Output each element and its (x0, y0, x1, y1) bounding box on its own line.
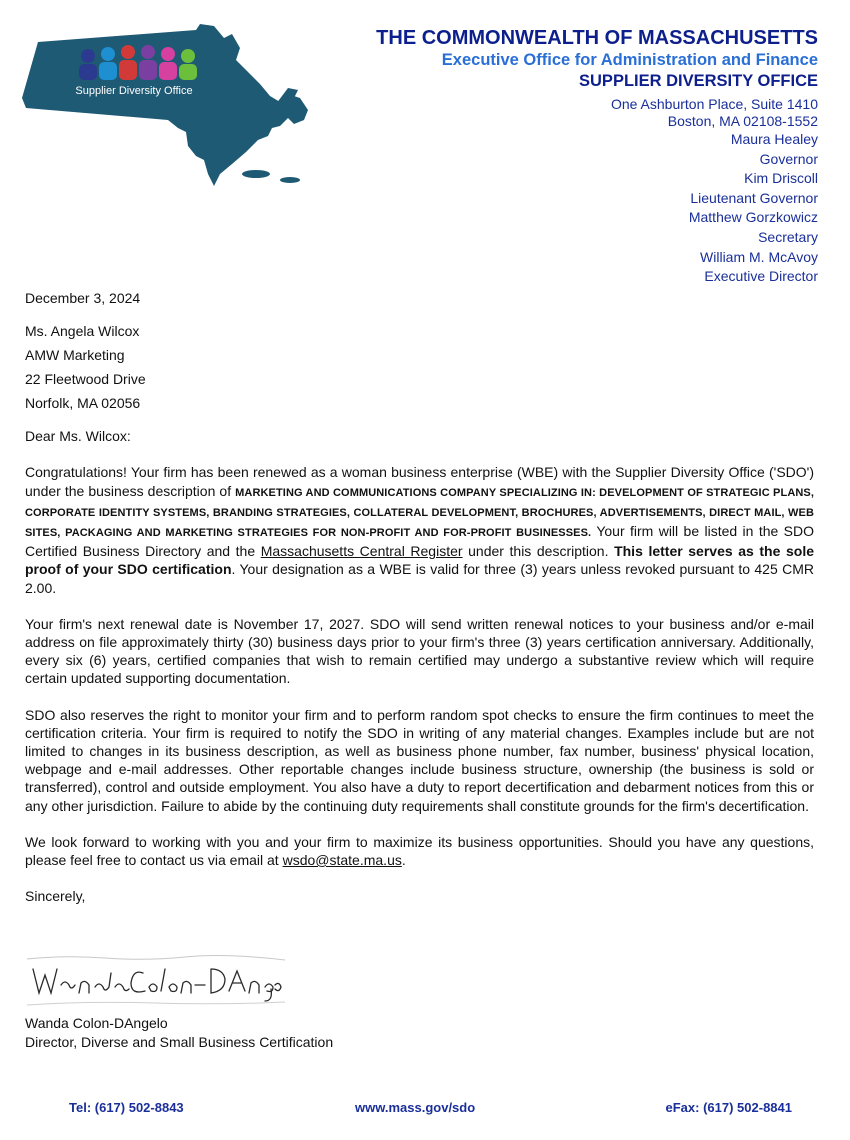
official-governor: Maura Healey Governor (730, 131, 818, 167)
letterhead (376, 26, 818, 287)
proof-statement: This letter serves as the sole proof of your SDO certification (25, 543, 814, 578)
sdo-logo (18, 24, 318, 186)
paragraph-renewal-date: Your firm's next renewal date is November 17, 2027. SDO will send written renewal notices to your business and/or e-mail address on file approximately thirty (30) business days prior to your firm's three (3) years certification anniversary. Additionally, every six (6) years, certified companies that wish to remain certified may undergo a substantive review which will require certain updated supporting documentation. (25, 615, 814, 687)
email-link[interactable]: wsdo@state.ma.us (282, 852, 402, 869)
signer-block (25, 1014, 333, 1052)
closing: Sincerely, (25, 888, 86, 905)
business-description: MARKETING AND COMMUNICATIONS COMPANY SPECIALIZING IN: DEVELOPMENT OF STRATEGIC PLANS, CORPORATE IDENTITY SYSTEMS, BRANDING STRATEGIES, COLLATERAL DEVELOPMENT, BROCHURES, ADVERTISEMENTS, DIRECT MAIL, WEB SITES, PACKAGING AND MARKETING STRATEGIES FOR NON-PROFIT AND FOR-PROFIT BUSINESSES. (25, 486, 814, 540)
office-address: One Ashburton Place, Suite 1410 Boston, MA 02108-1552 (610, 96, 818, 129)
footer-fax: eFax: (617) 502-8841 (665, 1100, 792, 1115)
handwritten-signature (25, 955, 287, 1007)
official-secretary: Matthew Gorzkowicz Secretary (688, 209, 818, 245)
letter-date: December 3, 2024 (25, 290, 141, 306)
signer-title: Director, Diverse and Small Business Certification (25, 1034, 334, 1050)
paragraph-renewal: Congratulations! Your firm has been renewed as a woman business enterprise (WBE) with the Supplier Diversity Office ('SDO') under the business description of MARKETING AND COMMUNICATIONS COMPANY SPECIALIZING IN: DEVELOPMENT OF STRATEGIC PLANS, CORPORATE IDENTITY SYSTEMS, BRANDING STRATEGIES, COLLATERAL DEVELOPMENT, BROCHURES, ADVERTISEMENTS, DIRECT MAIL, WEB SITES, PACKAGING AND MARKETING STRATEGIES FOR NON-PROFIT AND FOR-PROFIT BUSINESSES. Your firm will be listed in the SDO Certified Business Directory and the Massachusetts Central Register under this description. This letter serves as the sole proof of your SDO certification. Your designation as a WBE is valid for three (3) years unless revoked pursuant to 425 CMR 2.00. (25, 464, 814, 596)
official-executive-director: William M. McAvoy Executive Director (700, 248, 818, 285)
sdo-title: SUPPLIER DIVERSITY OFFICE (579, 72, 818, 90)
footer-website[interactable]: www.mass.gov/sdo (355, 1100, 476, 1115)
paragraph-monitoring: SDO also reserves the right to monitor your firm and to perform random spot checks to ensure the firm continues to meet the certification criteria. Your firm is required to notify the SDO in writing of any material changes. Examples include but are not limited to changes in its business description, as well as business phone number, fax number, business' physical location, webpage and e-mail addresses. Other reportable changes include business structure, ownership (the business is sold or transferred), control and outside employment. You also have a duty to report decertification and debarment notices from this or any other jurisdiction. Failure to abide by the continuing duty requirements shall constitute grounds for the firm's decertification. (25, 706, 814, 814)
footer-phone: Tel: (617) 502-8843 (69, 1100, 184, 1115)
salutation: Dear Ms. Wilcox: (25, 428, 131, 445)
commonwealth-title: THE COMMONWEALTH OF MASSACHUSETTS (376, 27, 818, 49)
paragraph-contact: We look forward to working with you and your firm to maximize its business opportunities. Should you have any questions, please feel free to contact us via email at wsdo@state.ma.us. (25, 833, 814, 869)
island-shape (242, 170, 270, 178)
central-register-link[interactable]: Massachusetts Central Register (260, 543, 463, 560)
office-subtitle: Executive Office for Administration and Finance (441, 51, 818, 69)
signer-name: Wanda Colon-DAngelo (25, 1015, 168, 1031)
recipient-address: Ms. Angela Wilcox AMW Marketing 22 Fleetwood Drive Norfolk, MA 02056 (25, 323, 146, 412)
logo-text: Supplier Diversity Office (75, 85, 193, 97)
island-shape-2 (280, 177, 300, 183)
official-lt-governor: Kim Driscoll Lieutenant Governor (690, 170, 818, 206)
letter-body (25, 289, 814, 905)
